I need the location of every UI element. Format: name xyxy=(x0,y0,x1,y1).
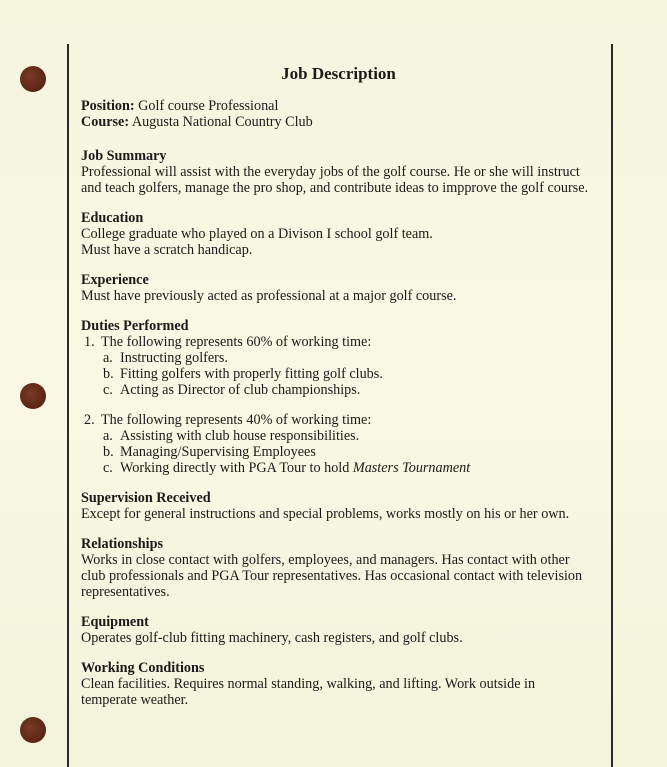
experience-section xyxy=(81,272,601,304)
equipment-section xyxy=(81,614,601,646)
position-label: Position: xyxy=(81,98,135,114)
equipment-line: Operates golf-club fitting machinery, cash registers, and golf clubs. xyxy=(81,630,463,646)
supervision-section xyxy=(81,490,601,522)
working-conditions-line: temperate weather. xyxy=(81,692,189,708)
duty-item-text: Managing/Supervising Employees xyxy=(120,444,316,460)
position-field xyxy=(81,98,601,114)
duty-item xyxy=(84,444,601,460)
duty-group xyxy=(81,412,601,476)
course-value: Augusta National Country Club xyxy=(131,114,313,130)
job-summary-line: Professional will assist with the everyday jobs of the golf course. He or she will instruct xyxy=(81,164,580,180)
relationships-section xyxy=(81,536,601,600)
job-summary-line: and teach golfers, manage the pro shop, and contribute ideas to impprove the golf course. xyxy=(81,180,589,196)
education-line: Must have a scratch handicap. xyxy=(81,242,253,258)
binder-hole-bottom xyxy=(20,717,46,743)
course-label: Course: xyxy=(81,114,130,130)
duty-item-letter: b. xyxy=(103,444,114,460)
duty-sublist xyxy=(84,428,601,476)
duty-item xyxy=(84,428,601,444)
education-line: College graduate who played on a Divison I school golf team. xyxy=(81,226,433,242)
duty-group xyxy=(81,334,601,398)
working-conditions-section xyxy=(81,660,601,708)
relationships-line: representatives. xyxy=(81,584,170,600)
position-value: Golf course Professional xyxy=(138,98,279,114)
duty-group-number: 1. xyxy=(84,334,95,350)
duty-item-text: Assisting with club house responsibilities. xyxy=(120,428,360,444)
duty-item xyxy=(84,460,601,476)
working-conditions-heading: Working Conditions xyxy=(81,660,205,676)
left-margin-rule xyxy=(67,44,69,767)
binder-hole-middle xyxy=(20,383,46,409)
working-conditions-line: Clean facilities. Requires normal standing, walking, and lifting. Work outside in xyxy=(81,676,536,692)
duties-heading: Duties Performed xyxy=(81,318,189,334)
relationships-heading: Relationships xyxy=(81,536,163,552)
duties-section xyxy=(81,318,601,476)
duty-item-letter: a. xyxy=(103,350,113,366)
duty-item-text: Fitting golfers with properly fitting golf clubs. xyxy=(120,366,383,382)
right-margin-rule xyxy=(611,44,613,767)
duty-item-letter: c. xyxy=(103,460,113,476)
education-section xyxy=(81,210,601,258)
job-summary-heading: Job Summary xyxy=(81,148,167,164)
supervision-heading: Supervision Received xyxy=(81,490,211,506)
page-title: Job Description xyxy=(281,64,396,83)
duty-item xyxy=(84,350,601,366)
duty-sublist xyxy=(84,350,601,398)
duty-item xyxy=(84,366,601,382)
supervision-line: Except for general instructions and special problems, works mostly on his or her own. xyxy=(81,506,570,522)
duty-group-text: The following represents 40% of working time: xyxy=(101,412,372,428)
duty-group-number: 2. xyxy=(84,412,95,428)
relationships-line: Works in close contact with golfers, employees, and managers. Has contact with other xyxy=(81,552,570,568)
job-summary-section xyxy=(81,148,601,196)
education-heading: Education xyxy=(81,210,144,226)
course-field xyxy=(81,114,601,130)
duty-item-text: Acting as Director of club championships. xyxy=(120,382,361,398)
duty-item-letter: b. xyxy=(103,366,114,382)
document-body xyxy=(81,98,601,708)
duty-item-italic-text: Masters Tournament xyxy=(352,460,471,476)
experience-heading: Experience xyxy=(81,272,149,288)
duty-item-letter: a. xyxy=(103,428,113,444)
duty-item-letter: c. xyxy=(103,382,113,398)
equipment-heading: Equipment xyxy=(81,614,149,630)
duties-list xyxy=(81,334,601,476)
experience-line: Must have previously acted as professional at a major golf course. xyxy=(81,288,457,304)
duty-group-text: The following represents 60% of working time: xyxy=(101,334,372,350)
duty-item-text: Working directly with PGA Tour to hold xyxy=(120,460,353,476)
relationships-line: club professionals and PGA Tour representatives. Has occasional contact with television xyxy=(81,568,583,584)
duty-item-text: Instructing golfers. xyxy=(120,350,228,366)
duty-item xyxy=(84,382,601,398)
